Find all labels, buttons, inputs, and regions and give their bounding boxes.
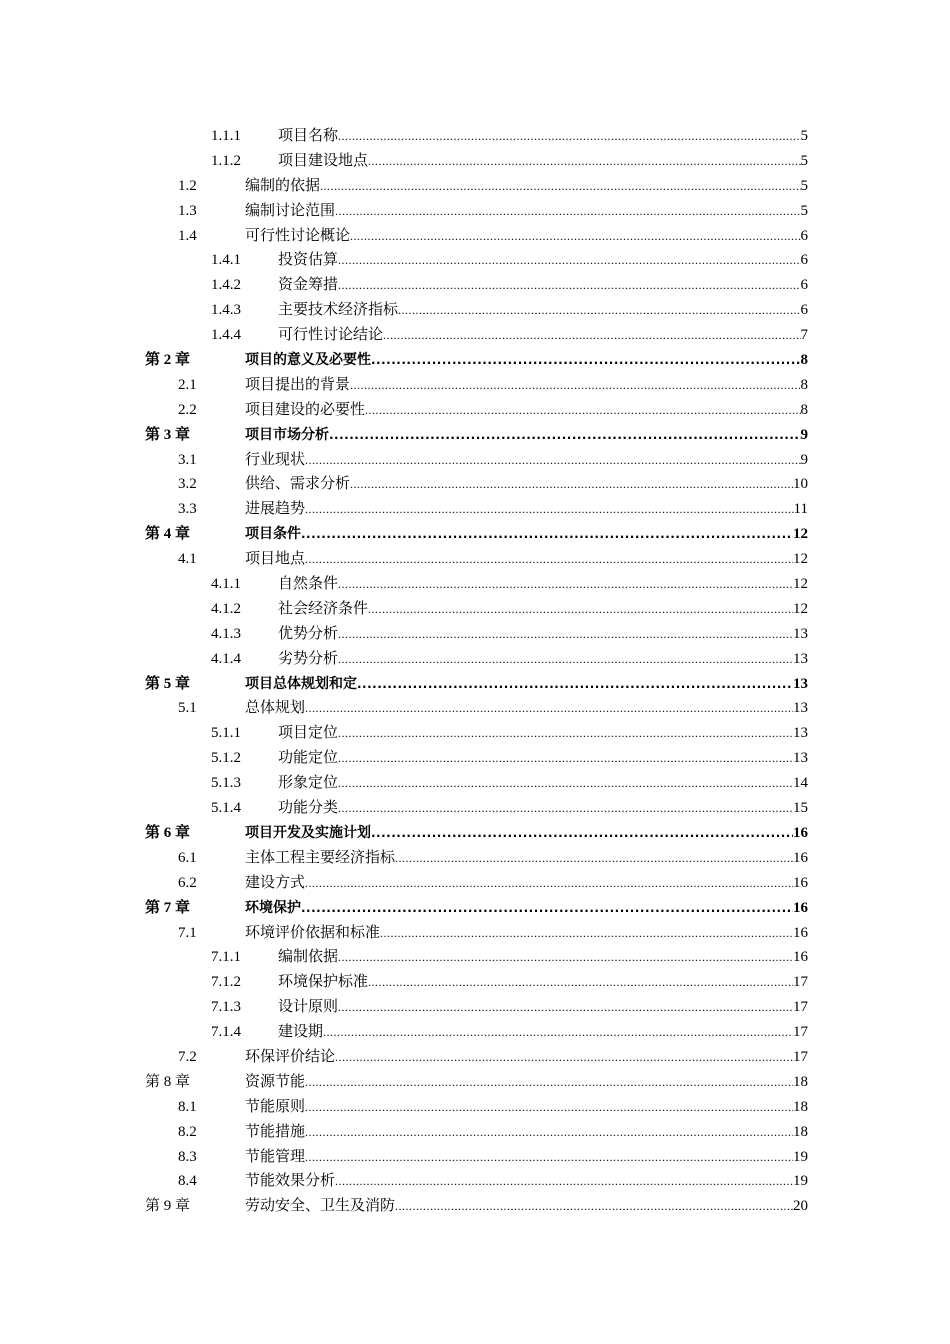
toc-entry-page: 17 xyxy=(793,1024,808,1041)
toc-entry-title: 项目名称 xyxy=(278,128,339,144)
toc-entry[interactable] xyxy=(0,1194,950,1219)
toc-entry-body xyxy=(245,672,808,697)
toc-entry[interactable] xyxy=(0,1070,950,1095)
table-of-contents xyxy=(0,124,950,1219)
toc-entry-body xyxy=(245,1045,808,1070)
toc-entry-page: 11 xyxy=(793,501,808,518)
toc-entry-body xyxy=(278,796,808,821)
toc-entry-page: 19 xyxy=(793,1173,808,1190)
toc-entry-number: 8.2 xyxy=(178,1123,197,1140)
dot-leader xyxy=(305,448,800,473)
toc-entry-number: 8.1 xyxy=(178,1098,197,1115)
toc-entry-title: 建设方式 xyxy=(245,874,306,891)
toc-entry-body xyxy=(278,945,808,970)
toc-entry-body xyxy=(278,298,808,323)
dot-leader xyxy=(395,846,793,871)
toc-entry-body xyxy=(245,921,808,946)
toc-entry-body xyxy=(278,248,808,273)
toc-entry-title: 主要技术经济指标 xyxy=(278,302,399,319)
toc-entry-number: 4.1.4 xyxy=(211,650,241,667)
toc-entry-title: 项目建设地点 xyxy=(278,152,369,169)
toc-entry-page: 17 xyxy=(793,999,808,1016)
toc-entry-title: 项目的意义及必要性 xyxy=(245,352,371,369)
toc-entry-number: 1.1.2 xyxy=(211,152,241,169)
toc-entry-title: 项目总体规划和定 xyxy=(245,675,357,692)
toc-entry-page: 16 xyxy=(793,949,808,966)
toc-entry-title: 编制依据 xyxy=(278,949,339,966)
toc-entry-body xyxy=(245,846,808,871)
toc-entry-body xyxy=(245,1145,808,1170)
dot-leader xyxy=(338,572,793,597)
dot-leader xyxy=(368,970,793,995)
toc-entry-page: 12 xyxy=(793,526,808,543)
toc-entry-page: 6 xyxy=(800,277,808,294)
toc-entry-body xyxy=(278,597,808,622)
toc-entry-body xyxy=(278,1020,808,1045)
dot-leader xyxy=(335,199,800,224)
toc-entry-body xyxy=(245,1169,808,1194)
toc-entry-title: 资源节能 xyxy=(245,1073,306,1090)
toc-entry-title: 项目提出的背景 xyxy=(245,376,351,393)
toc-entry-page: 19 xyxy=(793,1148,808,1165)
toc-entry-number: 4.1.1 xyxy=(211,576,241,593)
toc-entry[interactable] xyxy=(0,348,950,373)
dot-leader xyxy=(338,771,793,796)
toc-entry-number: 7.2 xyxy=(178,1048,197,1065)
toc-entry-number: 7.1.1 xyxy=(211,949,241,966)
toc-entry[interactable] xyxy=(0,896,950,921)
toc-entry-title: 劣势分析 xyxy=(278,650,339,667)
toc-entry-number: 8.4 xyxy=(178,1173,197,1190)
toc-entry-number: 第 4 章 xyxy=(145,526,191,543)
toc-entry-number: 2.1 xyxy=(178,376,197,393)
dot-leader xyxy=(368,597,793,622)
toc-entry-body xyxy=(278,721,808,746)
toc-entry-number: 第 8 章 xyxy=(145,1073,191,1090)
toc-entry-number: 5.1.4 xyxy=(211,800,241,817)
toc-entry-page: 18 xyxy=(793,1098,808,1115)
toc-entry-title: 项目市场分析 xyxy=(245,426,329,443)
toc-entry-number: 第 7 章 xyxy=(145,899,191,916)
toc-entry-title: 设计原则 xyxy=(278,999,339,1016)
toc-entry-number: 1.4.4 xyxy=(211,327,241,344)
toc-entry-page: 5 xyxy=(800,152,808,169)
toc-entry[interactable] xyxy=(0,871,950,896)
toc-entry[interactable] xyxy=(0,721,950,746)
dot-leader xyxy=(335,1045,793,1070)
toc-entry-number: 第 2 章 xyxy=(145,352,191,369)
toc-entry-page: 6 xyxy=(800,252,808,269)
toc-entry-body xyxy=(245,696,808,721)
toc-entry[interactable] xyxy=(0,472,950,497)
toc-entry-title: 项目定位 xyxy=(278,725,339,742)
toc-entry-title: 环境保护 xyxy=(245,899,301,916)
dot-leader xyxy=(305,1095,793,1120)
toc-entry-page: 14 xyxy=(793,775,808,792)
toc-entry-title: 资金筹措 xyxy=(278,277,339,294)
toc-entry[interactable] xyxy=(0,572,950,597)
toc-entry[interactable] xyxy=(0,1020,950,1045)
dot-leader xyxy=(305,547,793,572)
toc-entry-number: 3.1 xyxy=(178,451,197,468)
toc-entry-page: 8 xyxy=(800,376,808,393)
toc-entry[interactable] xyxy=(0,970,950,995)
toc-entry[interactable] xyxy=(0,174,950,199)
toc-entry-page: 16 xyxy=(793,899,808,916)
dot-leader xyxy=(301,522,793,547)
toc-entry-body xyxy=(245,348,808,373)
toc-entry-body xyxy=(245,373,808,398)
toc-entry-number: 3.3 xyxy=(178,501,197,518)
dot-leader xyxy=(305,1145,793,1170)
toc-entry-page: 17 xyxy=(793,1048,808,1065)
dot-leader xyxy=(395,1194,793,1219)
toc-entry-page: 16 xyxy=(793,874,808,891)
dot-leader xyxy=(368,149,800,174)
toc-entry-body xyxy=(245,1120,808,1145)
toc-entry-title: 可行性讨论结论 xyxy=(278,327,384,344)
toc-entry-title: 行业现状 xyxy=(245,451,306,468)
toc-entry-page: 12 xyxy=(793,576,808,593)
toc-entry[interactable] xyxy=(0,547,950,572)
toc-entry-body xyxy=(245,398,808,423)
toc-entry[interactable] xyxy=(0,647,950,672)
toc-entry-page: 16 xyxy=(793,849,808,866)
toc-entry[interactable] xyxy=(0,298,950,323)
toc-entry[interactable] xyxy=(0,423,950,448)
toc-entry[interactable] xyxy=(0,199,950,224)
toc-entry-title: 项目地点 xyxy=(245,551,306,568)
toc-entry-number: 1.4.2 xyxy=(211,277,241,294)
dot-leader xyxy=(301,896,793,921)
dot-leader xyxy=(380,921,793,946)
toc-entry-title: 节能措施 xyxy=(245,1123,306,1140)
dot-leader xyxy=(323,1020,793,1045)
toc-entry-number: 7.1.4 xyxy=(211,1024,241,1041)
dot-leader xyxy=(365,398,800,423)
dot-leader xyxy=(383,323,800,348)
toc-entry-body xyxy=(245,871,808,896)
toc-entry-body xyxy=(278,149,808,174)
toc-entry[interactable] xyxy=(0,373,950,398)
toc-entry-page: 7 xyxy=(800,327,808,344)
toc-entry-page: 8 xyxy=(800,401,808,418)
toc-entry-page: 9 xyxy=(800,426,808,443)
toc-entry-page: 13 xyxy=(793,625,808,642)
toc-entry-body xyxy=(245,821,808,846)
dot-leader xyxy=(338,721,793,746)
toc-entry[interactable] xyxy=(0,1095,950,1120)
toc-entry-title: 项目条件 xyxy=(245,526,301,543)
toc-entry-page: 6 xyxy=(800,302,808,319)
toc-entry-title: 环境评价依据和标准 xyxy=(245,924,381,941)
toc-entry-number: 3.2 xyxy=(178,476,197,493)
toc-entry-number: 2.2 xyxy=(178,401,197,418)
toc-entry-page: 16 xyxy=(793,824,808,841)
toc-entry-body xyxy=(245,497,808,522)
dot-leader xyxy=(335,1169,793,1194)
toc-entry-title: 节能管理 xyxy=(245,1148,306,1165)
toc-entry-title: 主体工程主要经济指标 xyxy=(245,849,396,866)
toc-entry-title: 可行性讨论概论 xyxy=(245,227,351,244)
toc-entry-page: 12 xyxy=(793,600,808,617)
toc-entry-number: 7.1.2 xyxy=(211,974,241,991)
toc-entry[interactable] xyxy=(0,248,950,273)
toc-entry-page: 13 xyxy=(793,675,808,692)
toc-entry-body xyxy=(245,522,808,547)
toc-entry[interactable] xyxy=(0,821,950,846)
toc-entry-title: 项目开发及实施计划 xyxy=(245,824,371,841)
toc-entry-body xyxy=(245,448,808,473)
toc-entry[interactable] xyxy=(0,273,950,298)
toc-entry-page: 13 xyxy=(793,750,808,767)
toc-entry-page: 17 xyxy=(793,974,808,991)
toc-entry[interactable] xyxy=(0,945,950,970)
toc-entry-title: 环保评价结论 xyxy=(245,1048,336,1065)
dot-leader xyxy=(338,647,793,672)
dot-leader xyxy=(338,273,800,298)
toc-entry[interactable] xyxy=(0,1169,950,1194)
toc-entry[interactable] xyxy=(0,448,950,473)
dot-leader xyxy=(305,497,794,522)
toc-entry-page: 13 xyxy=(793,725,808,742)
toc-entry-body xyxy=(245,472,808,497)
toc-entry-page: 10 xyxy=(793,476,808,493)
toc-entry-page: 16 xyxy=(793,924,808,941)
toc-entry-number: 第 9 章 xyxy=(145,1198,191,1215)
toc-entry-body xyxy=(278,771,808,796)
toc-entry[interactable] xyxy=(0,149,950,174)
toc-entry-title: 总体规划 xyxy=(245,700,306,717)
toc-entry-page: 18 xyxy=(793,1073,808,1090)
toc-entry[interactable] xyxy=(0,771,950,796)
toc-entry[interactable] xyxy=(0,995,950,1020)
toc-entry-number: 1.4.1 xyxy=(211,252,241,269)
dot-leader xyxy=(338,248,800,273)
toc-entry[interactable] xyxy=(0,1145,950,1170)
toc-entry-body xyxy=(278,124,808,149)
dot-leader xyxy=(305,1120,793,1145)
toc-entry[interactable] xyxy=(0,696,950,721)
toc-entry-number: 5.1.3 xyxy=(211,775,241,792)
dot-leader xyxy=(338,995,793,1020)
dot-leader xyxy=(398,298,800,323)
toc-entry-number: 5.1.2 xyxy=(211,750,241,767)
toc-entry-title: 形象定位 xyxy=(278,775,339,792)
toc-entry-body xyxy=(245,174,808,199)
toc-entry-page: 8 xyxy=(800,352,808,369)
toc-entry-body xyxy=(245,547,808,572)
toc-entry[interactable] xyxy=(0,846,950,871)
toc-entry-number: 7.1.3 xyxy=(211,999,241,1016)
toc-entry-number: 1.4 xyxy=(178,227,197,244)
toc-entry-title: 建设期 xyxy=(278,1024,324,1041)
toc-entry-number: 6.2 xyxy=(178,874,197,891)
toc-entry[interactable] xyxy=(0,597,950,622)
toc-entry-body xyxy=(245,423,808,448)
toc-entry[interactable] xyxy=(0,398,950,423)
toc-entry-body xyxy=(278,323,808,348)
toc-entry-title: 自然条件 xyxy=(278,576,339,593)
toc-entry[interactable] xyxy=(0,224,950,249)
toc-entry-number: 5.1.1 xyxy=(211,725,241,742)
toc-entry-body xyxy=(278,647,808,672)
toc-entry-number: 1.1.1 xyxy=(211,128,241,144)
toc-entry[interactable] xyxy=(0,1045,950,1070)
dot-leader xyxy=(371,821,793,846)
toc-entry-title: 劳动安全、卫生及消防 xyxy=(245,1198,396,1215)
toc-entry-number: 8.3 xyxy=(178,1148,197,1165)
toc-entry-title: 节能原则 xyxy=(245,1098,306,1115)
toc-entry[interactable] xyxy=(0,124,950,149)
toc-entry-number: 7.1 xyxy=(178,924,197,941)
toc-entry-body xyxy=(278,622,808,647)
toc-entry-title: 优势分析 xyxy=(278,625,339,642)
dot-leader xyxy=(350,373,800,398)
toc-entry-title: 环境保护标准 xyxy=(278,974,369,991)
toc-entry-number: 4.1.3 xyxy=(211,625,241,642)
toc-entry-title: 功能分类 xyxy=(278,800,339,817)
toc-entry-body xyxy=(278,970,808,995)
toc-entry-number: 4.1 xyxy=(178,551,197,568)
toc-entry-number: 第 3 章 xyxy=(145,426,191,443)
toc-entry[interactable] xyxy=(0,746,950,771)
toc-entry-body xyxy=(245,1095,808,1120)
toc-entry-body xyxy=(245,224,808,249)
toc-entry[interactable] xyxy=(0,1120,950,1145)
toc-entry-title: 节能效果分析 xyxy=(245,1173,336,1190)
toc-entry-title: 项目建设的必要性 xyxy=(245,401,366,418)
dot-leader xyxy=(338,124,800,149)
dot-leader xyxy=(305,871,793,896)
toc-entry[interactable] xyxy=(0,497,950,522)
toc-entry[interactable] xyxy=(0,522,950,547)
toc-entry-title: 进展趋势 xyxy=(245,501,306,518)
toc-entry-number: 6.1 xyxy=(178,849,197,866)
toc-entry-page: 5 xyxy=(800,177,808,194)
dot-leader xyxy=(357,672,793,697)
toc-entry-title: 社会经济条件 xyxy=(278,600,369,617)
toc-entry-body xyxy=(278,995,808,1020)
toc-entry-page: 5 xyxy=(800,128,808,144)
toc-entry-title: 编制讨论范围 xyxy=(245,202,336,219)
dot-leader xyxy=(338,945,793,970)
toc-entry-page: 12 xyxy=(793,551,808,568)
dot-leader xyxy=(305,696,793,721)
toc-entry-page: 15 xyxy=(793,800,808,817)
toc-entry-number: 第 6 章 xyxy=(145,824,191,841)
toc-entry-title: 供给、需求分析 xyxy=(245,476,351,493)
toc-entry[interactable] xyxy=(0,672,950,697)
toc-entry-body xyxy=(278,572,808,597)
toc-entry-body xyxy=(245,1070,808,1095)
toc-entry[interactable] xyxy=(0,921,950,946)
toc-entry-page: 13 xyxy=(793,700,808,717)
dot-leader xyxy=(350,224,800,249)
toc-entry-body xyxy=(278,273,808,298)
dot-leader xyxy=(305,1070,793,1095)
toc-entry[interactable] xyxy=(0,622,950,647)
dot-leader xyxy=(338,622,793,647)
toc-entry-body xyxy=(278,746,808,771)
toc-entry-body xyxy=(245,199,808,224)
toc-entry-title: 投资估算 xyxy=(278,252,339,269)
dot-leader xyxy=(371,348,801,373)
toc-entry-page: 20 xyxy=(793,1198,808,1215)
dot-leader xyxy=(338,796,793,821)
toc-entry-page: 9 xyxy=(800,451,808,468)
toc-entry-number: 1.3 xyxy=(178,202,197,219)
toc-entry[interactable] xyxy=(0,323,950,348)
toc-entry[interactable] xyxy=(0,796,950,821)
toc-entry-page: 5 xyxy=(800,202,808,219)
toc-entry-number: 1.4.3 xyxy=(211,302,241,319)
toc-entry-body xyxy=(245,896,808,921)
dot-leader xyxy=(320,174,800,199)
toc-entry-body xyxy=(245,1194,808,1219)
toc-entry-number: 第 5 章 xyxy=(145,675,191,692)
toc-entry-number: 4.1.2 xyxy=(211,600,241,617)
dot-leader xyxy=(338,746,793,771)
dot-leader xyxy=(329,423,801,448)
toc-entry-page: 6 xyxy=(800,227,808,244)
toc-entry-number: 5.1 xyxy=(178,700,197,717)
toc-entry-page: 18 xyxy=(793,1123,808,1140)
toc-entry-number: 1.2 xyxy=(178,177,197,194)
toc-entry-page: 13 xyxy=(793,650,808,667)
toc-entry-title: 编制的依据 xyxy=(245,177,321,194)
dot-leader xyxy=(350,472,793,497)
toc-entry-title: 功能定位 xyxy=(278,750,339,767)
